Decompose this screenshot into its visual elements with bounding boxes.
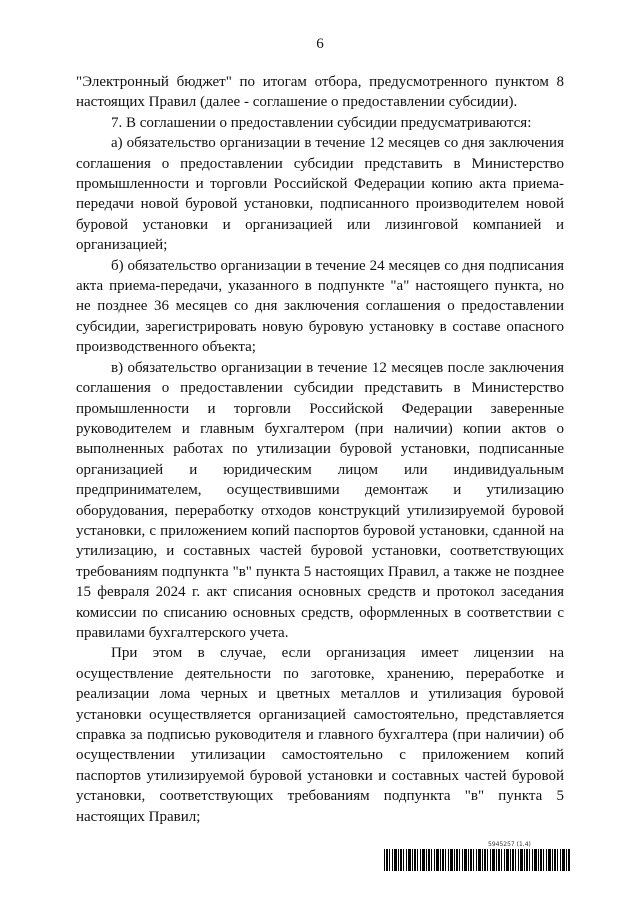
document-body [76, 72, 564, 827]
paragraph-disposal-note: При этом в случае, если организация имеет лицензии на осуществление деятельности по заготовке, хранению, переработке и реализации лома черных и цветных металлов и утилизация буровой установки осуществляется организацией самостоятельно, представляется справка за подписью руководителя и главного бухгалтера (при наличии) об осуществлении утилизации самостоятельно с приложением копий паспортов утилизируемой буровой установки и составных частей буровой установки, соответствующих требованиям подпункта "в" пункта 5 настоящих Правил; [76, 645, 564, 825]
paragraph-subclause-v: в) обязательство организации в течение 12 месяцев после заключения соглашения о предоставлении субсидии представить в Министерство промышленности и торговли Российской Федерации заверенные руководителем и главным бухгалтером (при наличии) копии актов о выполненных работах по утилизации буровой установки, подписанные организацией и юридическим лицом или индивидуальным предпринимателем, осуществившими демонтаж и утилизацию оборудования, переработку отходов конструкций утилизируемой буровой установки, с приложением копий паспортов буровой установки, сданной на утилизацию, и составных частей буровой установки, соответствующих требованиям подпункта "в" пункта 5 настоящих Правил, а также не позднее 15 февраля 2024 г. акт списания основных средств и протокол заседания комиссии по списанию основных средств, оформленных в соответствии с правилами бухгалтерского учета. [76, 359, 564, 641]
paragraph-subclause-b: б) обязательство организации в течение 24 месяцев со дня подписания акта приема-передачи, указанного в подпункте "а" настоящего пункта, но не позднее 36 месяцев со дня заключения соглашения о предоставлении субсидии, зарегистрировать новую буровую установку в составе опасного производственного объекта; [76, 257, 564, 356]
barcode-icon [384, 849, 570, 871]
page-number: 6 [316, 36, 324, 52]
paragraph-continuation: "Электронный бюджет" по итогам отбора, предусмотренного пунктом 8 настоящих Правил (далее - соглашение о предоставлении субсидии). [76, 74, 564, 111]
document-code: 5945257 (1.4) [488, 841, 531, 848]
paragraph-subclause-a: а) обязательство организации в течение 12 месяцев со дня заключения соглашения о предоставлении субсидии представить в Министерство промышленности и торговли Российской Федерации копию акта приема-передачи новой буровой установки, подписанного производителем новой буровой установки и организацией или лизинговой компанией и организацией; [76, 135, 564, 254]
paragraph-clause-7: 7. В соглашении о предоставлении субсидии предусматриваются: [111, 114, 532, 131]
